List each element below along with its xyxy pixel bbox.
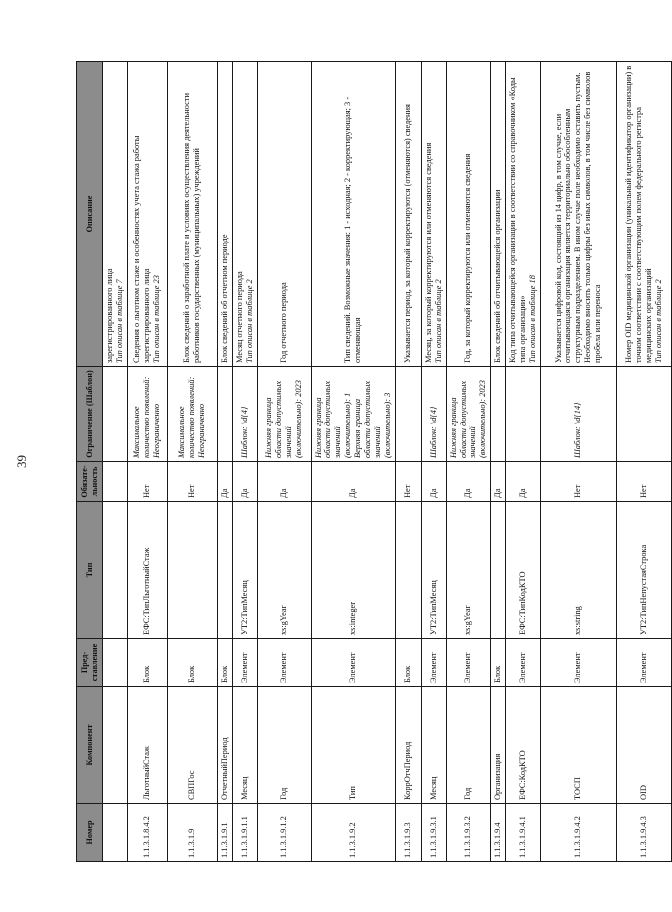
cell-description — [217, 62, 232, 367]
cell-representation: Блок — [127, 639, 167, 687]
cell-representation: Блок — [491, 639, 506, 687]
cell-type — [217, 502, 232, 639]
table-row — [446, 62, 491, 862]
cell-type: xs:string — [540, 502, 616, 639]
cell-component: ЕФС:КодКТО — [506, 687, 541, 804]
cell-component: Тип — [311, 687, 395, 804]
cell-representation: Элемент — [311, 639, 395, 687]
cell-type — [395, 502, 421, 639]
header-number: Номер — [77, 804, 103, 862]
type-reference: Тип описан в таблице 18 — [527, 275, 537, 363]
cell-description — [446, 62, 491, 367]
description-text: Месяц отчетного периода — [234, 271, 244, 363]
description-text: Код типа отчитывающейся организации в соответствии со справочником «Коды типа организации» — [508, 77, 528, 363]
table-row — [232, 62, 257, 862]
cell-description — [616, 62, 671, 367]
cell-required: Нет — [395, 462, 421, 502]
description-text: Указывается период, за который корректируются (отменяются) сведения — [403, 104, 413, 363]
header-description: Описание — [77, 62, 103, 367]
cell-limit: Шаблон: \d{4} — [232, 367, 257, 462]
page-number: 39 — [14, 455, 29, 468]
description-text: Блок сведений о заработной плате и условиях осуществления деятельности работников государственных (муниципальных) учреждений — [182, 92, 202, 363]
cell-number: 1.1.3.1.8.4.2 — [127, 804, 167, 862]
description-text: Год, за который корректируются или отменяются сведения — [463, 153, 473, 363]
cell-component: ОтчетныйПериод — [217, 687, 232, 804]
table-row — [395, 62, 421, 862]
cell-component: ТОСП — [540, 687, 616, 804]
cell-representation: Элемент — [421, 639, 446, 687]
cell-required: Да — [491, 462, 506, 502]
cell-component: КоррОтчПериод — [395, 687, 421, 804]
cell-component: ЛьготныйСтаж — [127, 687, 167, 804]
cell-number: 1.1.3.1.9.4.3 — [616, 804, 671, 862]
cell-description — [506, 62, 541, 367]
cell-required: Нет — [540, 462, 616, 502]
spec-table — [76, 61, 672, 862]
cell-representation: Блок — [217, 639, 232, 687]
type-reference: Тип описан в таблице 7 — [114, 279, 124, 363]
cell-number: 1.1.3.1.9.3.2 — [446, 804, 491, 862]
cell-type — [491, 502, 506, 639]
cell-required: Нет — [616, 462, 671, 502]
cell-number: 1.1.3.1.9.3 — [395, 804, 421, 862]
type-reference: Тип описан в таблице 2 — [244, 279, 254, 363]
cell-representation: Элемент — [257, 639, 311, 687]
cell-representation: Элемент — [616, 639, 671, 687]
cell-required — [103, 462, 128, 502]
table-row — [311, 62, 395, 862]
cell-type: ЕФС:ТипЛьготныйСтаж — [127, 502, 167, 639]
cell-component: Год — [257, 687, 311, 804]
cell-number: 1.1.3.1.9.4 — [491, 804, 506, 862]
cell-type: xs:integer — [311, 502, 395, 639]
cell-type: ЕФС:ТипКодКТО — [506, 502, 541, 639]
header-row — [77, 62, 103, 862]
cell-description — [421, 62, 446, 367]
table-row — [421, 62, 446, 862]
cell-required: Да — [257, 462, 311, 502]
cell-description — [257, 62, 311, 367]
cell-limit: Нижняя граница области допустимых значений (включительно): 1 Верхняя граница области допустимых значений (включительно): 3 — [311, 367, 395, 462]
cell-representation: Элемент — [446, 639, 491, 687]
description-text: Указывается цифровой код, состоящий из 14 цифр, в том случае, если отчитывающаяся организация является территориально обособленным структурным подразделением. В ином случае поле необходимо оставить пустым. Необходимо вносить только цифры без иных символов, в том числе без символов пробела или переноса — [553, 71, 603, 363]
cell-number: 1.1.3.1.9.4.2 — [540, 804, 616, 862]
table-row — [257, 62, 311, 862]
cell-required: Нет — [127, 462, 167, 502]
cell-description — [167, 62, 217, 367]
cell-type — [103, 502, 128, 639]
header-limit: Ограничение (Шаблон) — [77, 367, 103, 462]
document-sheet — [76, 62, 663, 862]
cell-limit: Максимальное количество появлений: Неограниченно — [167, 367, 217, 462]
cell-component: Месяц — [232, 687, 257, 804]
description-text: Номер OID медицинской организации (уникальный идентификатор организации) в точном соответствии с соответствующим полем федерального регистра медицинских организаций — [624, 65, 653, 363]
cell-required: Да — [421, 462, 446, 502]
cell-type: УТ2:ТипМесяц — [232, 502, 257, 639]
cell-required: Да — [311, 462, 395, 502]
cell-representation: Элемент — [540, 639, 616, 687]
cell-number: 1.1.3.1.9.3.1 — [421, 804, 446, 862]
header-required: Обязате-льность — [77, 462, 103, 502]
cell-component: Месяц — [421, 687, 446, 804]
cell-description — [491, 62, 506, 367]
cell-type: xs:gYear — [446, 502, 491, 639]
cell-description — [395, 62, 421, 367]
cell-number: 1.1.3.1.9.1.2 — [257, 804, 311, 862]
cell-type: УТ2:ТипНепустаяСтрока — [616, 502, 671, 639]
cell-limit — [103, 367, 128, 462]
table-row — [506, 62, 541, 862]
cell-required: Да — [446, 462, 491, 502]
description-text: Сведения о льготном стаже и особенностях учета стажа работы зарегистрированного лица — [132, 135, 152, 363]
cell-component: OID — [616, 687, 671, 804]
cell-component: СВПГос — [167, 687, 217, 804]
cell-representation: Элемент — [506, 639, 541, 687]
cell-limit: Шаблон: \d{14} — [540, 367, 616, 462]
cell-description — [127, 62, 167, 367]
cell-limit — [491, 367, 506, 462]
cell-limit — [217, 367, 232, 462]
cell-type — [167, 502, 217, 639]
header-type: Тип — [77, 502, 103, 639]
cell-description — [311, 62, 395, 367]
cell-required: Да — [232, 462, 257, 502]
type-reference: Тип описан в таблице 2 — [653, 279, 663, 363]
cell-required: Да — [217, 462, 232, 502]
cell-representation: Блок — [167, 639, 217, 687]
cell-limit — [395, 367, 421, 462]
cell-representation: Элемент — [232, 639, 257, 687]
cell-component: Организация — [491, 687, 506, 804]
cell-description — [103, 62, 128, 367]
table-row — [616, 62, 671, 862]
description-text: Месяц, за который корректируются или отменяются сведения — [423, 142, 433, 363]
cell-limit: Нижняя граница области допустимых значений (включительно): 2023 — [446, 367, 491, 462]
cell-required: Да — [506, 462, 541, 502]
table-row — [217, 62, 232, 862]
cell-number: 1.1.3.1.9.4.1 — [506, 804, 541, 862]
cell-limit: Шаблон: \d{4} — [421, 367, 446, 462]
cell-number: 1.1.3.1.9 — [167, 804, 217, 862]
header-representation: Пред-ставление — [77, 639, 103, 687]
cell-representation: Блок — [395, 639, 421, 687]
cell-number: 1.1.3.1.9.2 — [311, 804, 395, 862]
type-reference: Тип описан в таблице 23 — [152, 275, 162, 363]
cell-number — [103, 804, 128, 862]
cell-limit — [506, 367, 541, 462]
table-body — [103, 62, 672, 862]
cell-limit: Максимальное количество появлений: Неограниченно — [127, 367, 167, 462]
table-row — [103, 62, 128, 862]
cell-type: xs:gYear — [257, 502, 311, 639]
cell-description — [232, 62, 257, 367]
description-text: зарегистрированного лица — [105, 268, 114, 363]
header-component: Компонент — [77, 687, 103, 804]
cell-component — [103, 687, 128, 804]
cell-description — [540, 62, 616, 367]
cell-limit — [616, 367, 671, 462]
description-text: Год отчетного периода — [279, 282, 289, 363]
table-row — [491, 62, 506, 862]
description-text: Тип сведений. Возможные значения: 1 - исходная; 2 - корректирующая; 3 - отменяющая — [343, 96, 363, 363]
cell-type: УТ2:ТипМесяц — [421, 502, 446, 639]
description-text: Блок сведений об отчетном периоде — [219, 234, 229, 363]
type-reference: Тип описан в таблице 2 — [433, 279, 443, 363]
cell-number: 1.1.3.1.9.1 — [217, 804, 232, 862]
cell-required: Нет — [167, 462, 217, 502]
description-text: Блок сведений об отчитывающейся организации — [493, 189, 503, 363]
cell-limit: Нижняя граница области допустимых значений (включительно): 2023 — [257, 367, 311, 462]
table-row — [127, 62, 167, 862]
cell-number: 1.1.3.1.9.1.1 — [232, 804, 257, 862]
table-row — [167, 62, 217, 862]
cell-representation — [103, 639, 128, 687]
table-row — [540, 62, 616, 862]
cell-component: Год — [446, 687, 491, 804]
